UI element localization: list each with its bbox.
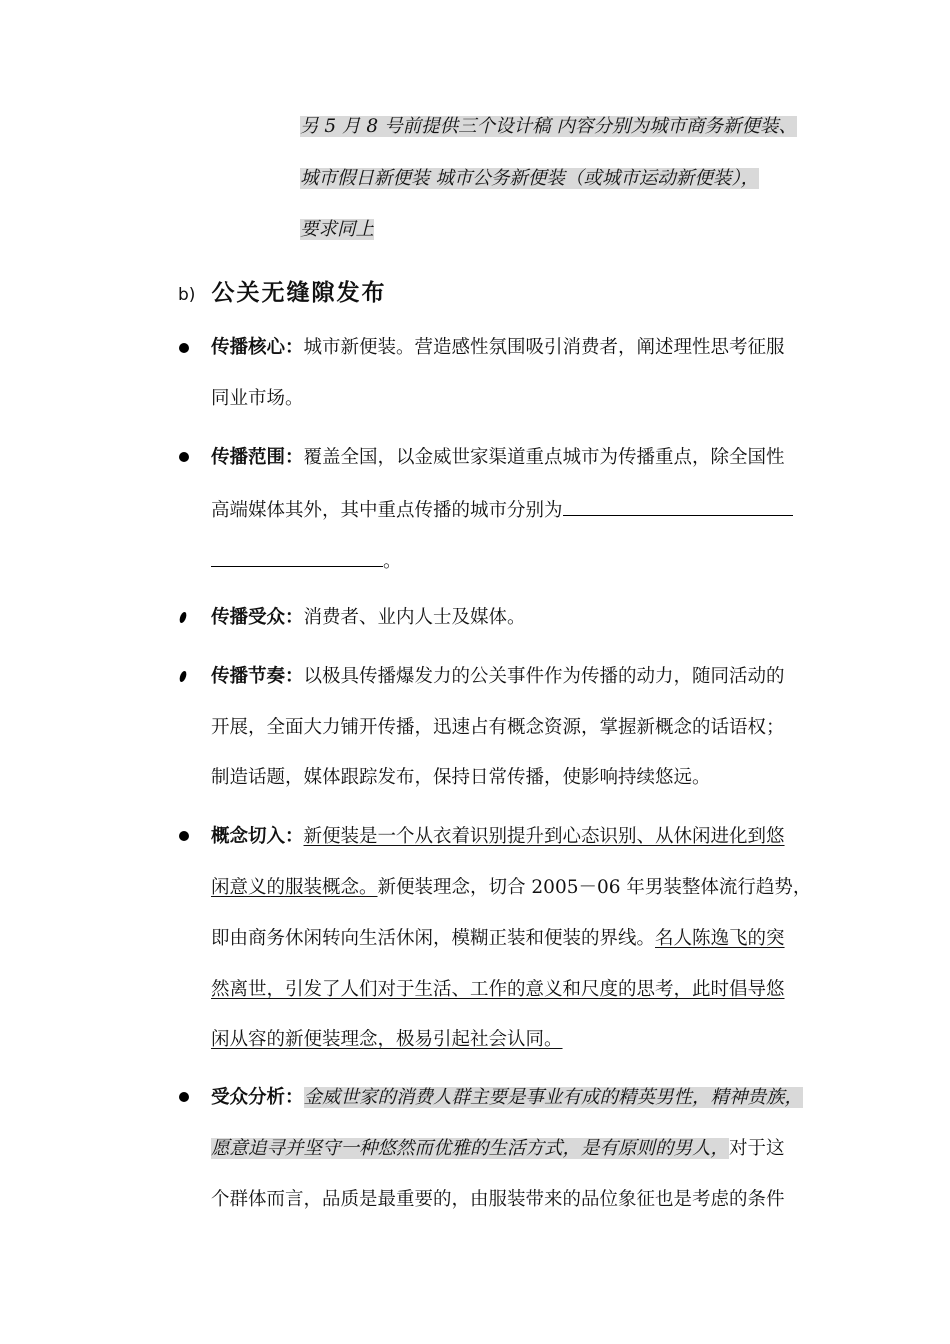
item-concept-line-4 (211, 977, 785, 1003)
item-scope-text-2: 高端媒体其外，其中重点传播的城市分别为 (211, 500, 563, 521)
item-concept-line-1 (211, 824, 785, 850)
section-heading (178, 274, 386, 307)
section-title: 公关无缝隙发布 (211, 280, 387, 306)
item-core-label: 传播核心： (211, 337, 304, 358)
bullet-icon (179, 612, 188, 623)
intro-line-3 (300, 217, 374, 243)
item-analysis-text-2-hl: 愿意追寻并坚守一种悠然而优雅的生活方式，是有原则的男人， (211, 1138, 730, 1159)
item-concept-text-4: 然离世，引发了人们对于生活、工作的意义和尺度的思考，此时倡导悠 (211, 979, 785, 1000)
bullet-icon (179, 671, 188, 682)
bullet-icon (179, 343, 189, 353)
item-core-text-1: 城市新便装。营造感性氛围吸引消费者，阐述理性思考征服 (303, 337, 785, 358)
item-scope-line-2 (211, 497, 793, 524)
intro-text-3: 要求同上 (300, 219, 375, 240)
item-core-line-2 (211, 386, 304, 412)
item-concept-text-5: 闲从容的新便装理念，极易引起社会认同。 (211, 1029, 563, 1050)
item-analysis-line-1 (211, 1085, 803, 1111)
item-concept-label: 概念切入： (211, 826, 304, 847)
item-rhythm-text-1: 以极具传播爆发力的公关事件作为传播的动力，随同活动的 (303, 666, 785, 687)
intro-text-1: 另 5 月 8 号前提供三个设计稿 内容分别为城市商务新便装、 (300, 116, 797, 137)
bullet-icon (179, 1092, 189, 1102)
fill-in-blank (563, 497, 793, 516)
item-concept-text-3: 即由商务休闲转向生活休闲，模糊正装和便装的界线。 (211, 928, 656, 949)
item-rhythm-line-3 (211, 765, 711, 791)
bullet-icon (179, 452, 189, 462)
item-scope-label: 传播范围： (211, 447, 304, 468)
item-scope-line-3 (211, 548, 402, 575)
intro-line-2 (300, 166, 759, 192)
item-core-text-2: 同业市场。 (211, 388, 304, 409)
intro-text-2: 城市假日新便装 城市公务新便装（或城市运动新便装）， (300, 168, 760, 189)
item-core-line-1 (211, 335, 785, 361)
item-audience-label: 传播受众： (211, 607, 304, 628)
item-concept-line-2 (211, 875, 811, 901)
item-analysis-text-3: 个群体而言，品质是最重要的，由服装带来的品位象征也是考虑的条件 (211, 1189, 785, 1210)
item-concept-line-5 (211, 1027, 563, 1053)
item-rhythm-label: 传播节奏： (211, 666, 304, 687)
item-analysis-text-1: 金威世家的消费人群主要是事业有成的精英男性，精神贵族， (303, 1087, 804, 1108)
item-rhythm-text-2: 开展，全面大力铺开传播，迅速占有概念资源，掌握新概念的话语权； (211, 717, 785, 738)
bullet-icon (179, 831, 189, 841)
item-audience-line-1 (211, 605, 526, 631)
item-rhythm-line-1 (211, 664, 785, 690)
item-analysis-line-2 (211, 1136, 785, 1162)
fill-in-blank (211, 548, 383, 567)
item-concept-line-3 (211, 926, 785, 952)
item-concept-text-2-ul: 闲意义的服装概念。 (211, 877, 378, 898)
item-analysis-line-3 (211, 1187, 785, 1213)
item-scope-text-3: 。 (383, 551, 402, 572)
item-concept-text-1: 新便装是一个从衣着识别提升到心态识别、从休闲进化到悠 (303, 826, 785, 847)
item-analysis-text-2: 对于这 (729, 1138, 785, 1159)
item-scope-line-1 (211, 445, 785, 471)
item-concept-text-2: 新便装理念，切合 2005－06 年男装整体流行趋势， (377, 877, 812, 898)
section-index: b) (178, 285, 196, 305)
item-analysis-label: 受众分析： (211, 1087, 304, 1108)
item-scope-text-1: 覆盖全国，以金威世家渠道重点城市为传播重点，除全国性 (303, 447, 785, 468)
item-concept-text-3-ul: 名人陈逸飞的突 (655, 928, 785, 949)
item-audience-text-1: 消费者、业内人士及媒体。 (303, 607, 526, 628)
item-rhythm-line-2 (211, 715, 785, 741)
intro-line-1 (300, 114, 797, 140)
item-rhythm-text-3: 制造话题，媒体跟踪发布，保持日常传播，使影响持续悠远。 (211, 767, 711, 788)
